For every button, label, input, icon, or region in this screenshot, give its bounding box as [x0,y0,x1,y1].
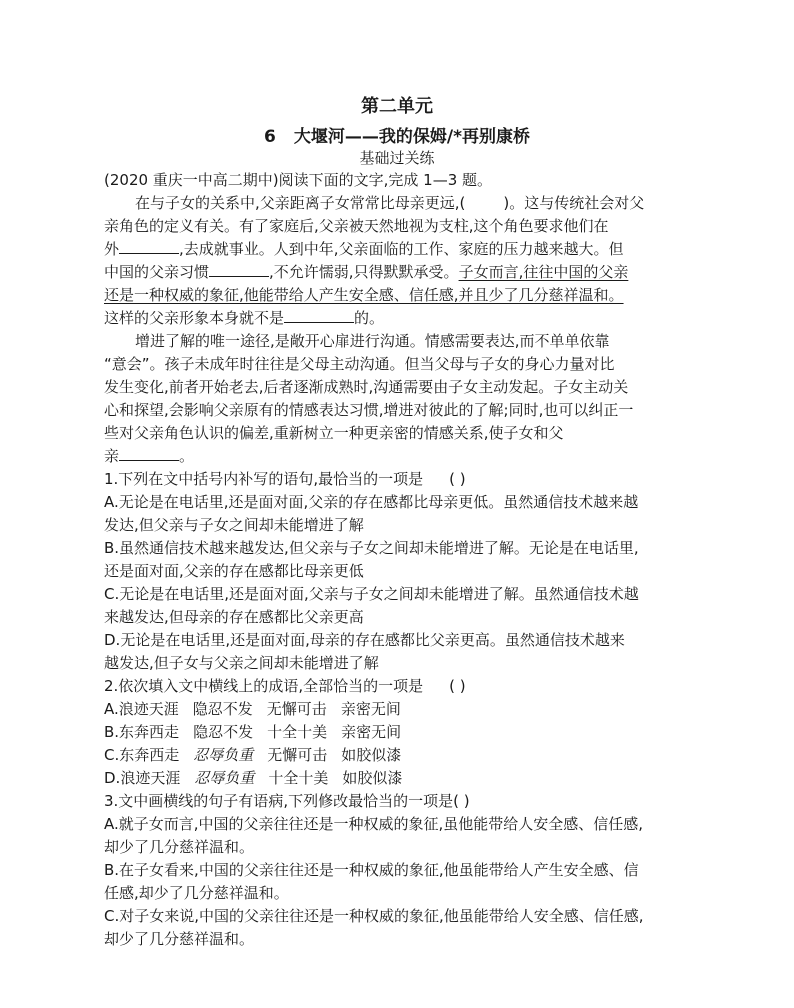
q3-option-c-cont: 却少了几分慈祥温和。 [104,930,255,948]
q1-option-a[interactable]: A.无论是在电话里,还是面对面,父亲的存在感都比母亲更低。虽然通信技术越来越 [104,493,639,511]
lesson-title [0,122,794,147]
intro-instruction: (2020 重庆一中高二期中)阅读下面的文字,完成 1—3 题。 [104,171,493,189]
q1-option-b-cont: 还是面对面,父亲的存在感都比母亲更低 [104,562,364,580]
q1-option-a-cont: 发达,但父亲与子女之间却未能增进了解 [104,516,364,534]
fill-blank[interactable] [209,262,269,277]
fill-blank[interactable] [284,308,354,323]
fill-blank[interactable] [119,239,179,254]
q3-option-a[interactable]: A.就子女而言,中国的父亲往往还是一种权威的象征,虽他能带给人安全感、信任感, [104,815,644,833]
passage-line: 中国的父亲习惯 ,不允许懦弱,只得默默承受。子女而言,往往中国的父亲 [104,263,629,281]
lesson-title-text: 大堰河——我的保姆/*再别康桥 [293,127,530,147]
q2-option-d[interactable]: D.浪迹天涯 忍辱负重 十全十美 如胶似漆 [104,769,403,787]
answer-paren[interactable]: ( ) [453,792,470,810]
practice-title: 基础过关练 [359,149,435,167]
q3-option-c[interactable]: C.对子女来说,中国的父亲往往还是一种权威的象征,他虽能带给人安全感、信任感, [104,907,644,925]
passage-line: 增进了解的唯一途径,是敞开心扉进行沟通。情感需要表达,而不单单依靠 [135,332,610,350]
passage-line: 外 ,去成就事业。人到中年,父亲面临的工作、家庭的压力越来越大。但 [104,240,624,258]
passage-line: 在与子女的关系中,父亲距离子女常常比母亲更远,( )。这与传统社会对父 [135,194,645,212]
unit-title: 第二单元 [361,96,433,117]
q3-option-a-cont: 却少了几分慈祥温和。 [104,838,255,856]
passage-line: “意会”。孩子未成年时往往是父母主动沟通。但当父母与子女的身心力量对比 [104,355,615,373]
passage-line: 亲 。 [104,447,195,465]
q1-option-d[interactable]: D.无论是在电话里,还是面对面,母亲的存在感都比父亲更高。虽然通信技术越来 [104,631,625,649]
fill-blank[interactable] [119,446,179,461]
question-3-stem: 3.文中画横线的句子有语病,下列修改最恰当的一项是( ) [104,792,470,810]
underlined-sentence: 子女而言,往往中国的父亲 [458,263,629,281]
answer-paren[interactable]: ( ) [449,677,466,695]
underlined-sentence: 还是一种权威的象征,他能带给人产生安全感、信任感,并且少了几分慈祥温和。 [104,286,624,304]
q2-option-a[interactable]: A.浪迹天涯 隐忍不发 无懈可击 亲密无间 [104,700,401,718]
passage-line: 心和探望,会影响父亲原有的情感表达习惯,增进对彼此的了解;同时,也可以纠正一 [104,401,634,419]
q2-option-c[interactable]: C.东奔西走 忍辱负重 无懈可击 如胶似漆 [104,746,402,764]
q1-option-c-cont: 来越发达,但母亲的存在感都比父亲更高 [104,608,364,626]
passage-line: 发生变化,前者开始老去,后者逐渐成熟时,沟通需要由子女主动发起。子女主动关 [104,378,629,396]
q1-option-b[interactable]: B.虽然通信技术越来越发达,但父亲与子女之间却未能增进了解。无论是在电话里, [104,539,639,557]
passage-line: 亲角色的定义有关。有了家庭后,父亲被天然地视为支柱,这个角色要求他们在 [104,217,609,235]
q1-option-c[interactable]: C.无论是在电话里,还是面对面,父亲与子女之间却未能增进了解。虽然通信技术越 [104,585,639,603]
q1-option-d-cont: 越发达,但子女与父亲之间却未能增进了解 [104,654,379,672]
q3-option-b[interactable]: B.在子女看来,中国的父亲往往还是一种权威的象征,他虽能带给人产生安全感、信 [104,861,639,879]
answer-paren[interactable]: ( ) [449,470,466,488]
q3-option-b-cont: 任感,却少了几分慈祥温和。 [104,884,289,902]
question-2-stem: 2.依次填入文中横线上的成语,全部恰当的一项是 ( ) [104,677,466,695]
q2-option-b[interactable]: B.东奔西走 隐忍不发 十全十美 亲密无间 [104,723,402,741]
passage-line: 这样的父亲形象本身就不是 的。 [104,309,385,327]
question-1-stem: 1.下列在文中括号内补写的语句,最恰当的一项是 ( ) [104,470,466,488]
passage-line: 些对父亲角色认识的偏差,重新树立一种更亲密的情感关系,使子女和父 [104,424,564,442]
lesson-number: 6 [264,127,276,147]
